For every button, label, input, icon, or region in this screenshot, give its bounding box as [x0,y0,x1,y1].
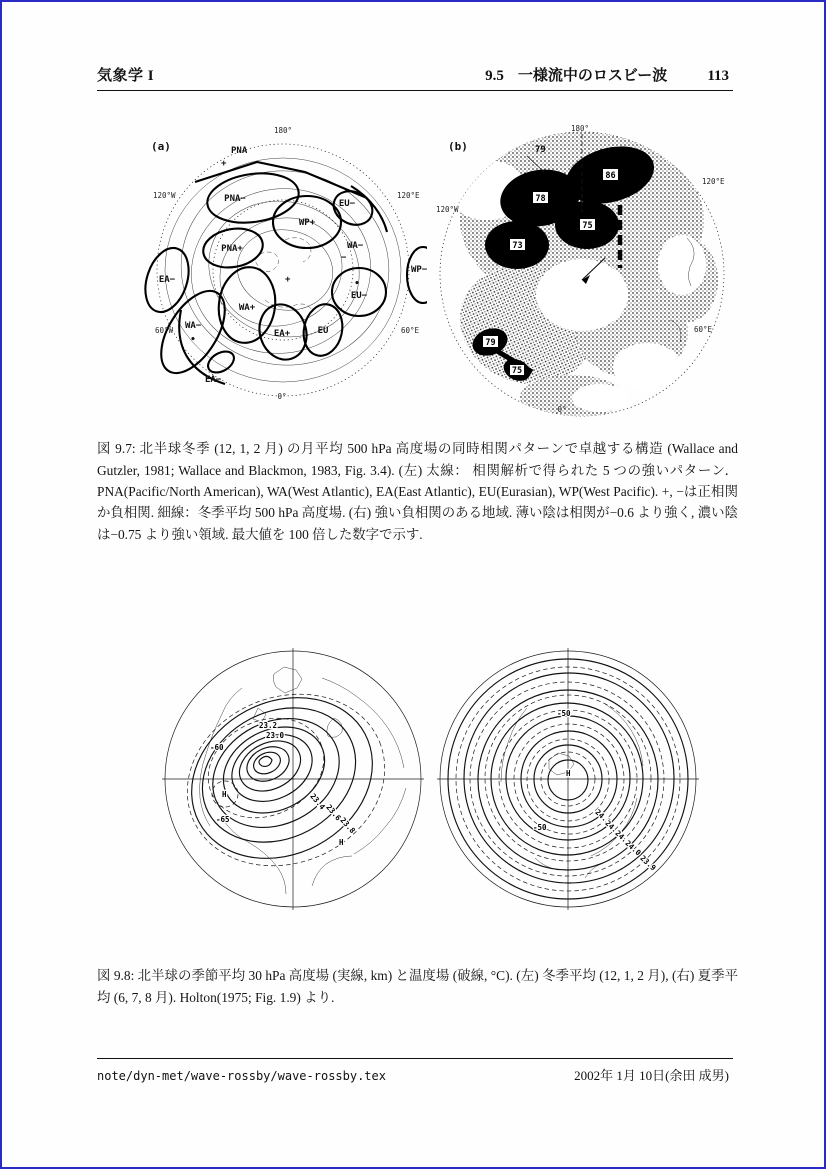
figure-9-8-panel-right [437,648,700,910]
header-section-title: 一様流中のロスビー波 [517,68,668,84]
dot-mark: • [190,335,196,345]
figure-9-7-panel-b [432,120,730,418]
pattern-label: EA− [158,275,176,285]
temperature-contours-dashed [162,665,411,895]
sign-mark: + [285,275,291,285]
footer-rule [97,1058,733,1059]
height-label: 24.1 [613,828,633,848]
winter-30hpa-map [162,648,424,910]
high-mark: H [566,769,571,778]
map-frame [437,648,699,910]
meridian-label: 180° [570,124,590,133]
header-course-title: 気象学 I [97,68,155,84]
meridian-label: 60°E [401,326,420,335]
temperature-label: -60 [210,743,224,752]
high-mark: H [339,838,344,847]
pattern-label: PNA+ [221,244,243,254]
footer-date: 2002年 1月 10日(余田 成男) [574,1068,729,1083]
contour-labels [210,721,357,847]
meridian-label: 120°W [153,191,176,200]
meridian-label: 120°W [436,205,459,214]
coastlines [200,667,406,894]
negative-correlation-map [432,120,730,418]
temperature-label: -50 [557,709,571,718]
dot-mark: • [354,279,360,289]
page-header [97,64,729,85]
meridian-label: 120°E [702,177,725,186]
high-mark: H [222,790,227,799]
footer-file-path: note/dyn-met/wave-rossby/wave-rossby.tex [97,1069,386,1083]
pattern-label: WA+ [238,303,256,313]
pattern-label: WP− [411,265,427,275]
meridian-label: 0° [557,405,567,414]
pattern-label: EU− [350,291,368,301]
max-value: 79 [485,338,496,348]
header-section-number: 9.5 [485,68,504,84]
map-frame [162,648,424,910]
sign-mark: + [221,159,227,169]
pattern-label: EA− [205,375,222,385]
temperature-label: -50 [533,823,547,832]
page-footer [97,1065,729,1084]
height-label: 24.3 [593,807,613,827]
correlation-pattern-map [135,120,427,412]
pattern-label: WA− [347,241,364,251]
meridian-label: 180° [273,126,293,135]
max-value: 75 [582,221,593,231]
figure-9-8-panel-left [162,648,424,910]
header-page-number: 113 [707,68,729,84]
figure-9-8-caption: 図 9.8: 北半球の季節平均 30 hPa 高度場 (実線, km) と温度場 (破線, °C). (左) 冬季平均 (12, 1, 2 月), (右) 夏季平均 (6, 7, 8 月). Holton(1975; Fig. 1.9) より. [97,968,738,1005]
summer-30hpa-map [437,648,700,910]
meridian-label: 60°W [155,326,174,335]
height-label: 23.6 [324,802,343,823]
panel-tag: (b) [448,140,468,153]
max-value: 73 [512,241,523,251]
height-label: 23.2 [259,721,278,730]
header-rule [97,90,733,91]
meridian-label: 0° [277,392,287,401]
height-label: 23.8 [338,815,358,836]
panel-tag: (a) [151,140,171,153]
pattern-label: EU [317,326,329,336]
max-value: 78 [535,194,546,204]
figure-9-7-panel-a [135,120,427,412]
pattern-label: PNA− [224,194,246,204]
meridian-label: 120°E [397,191,420,200]
header-section [485,64,729,85]
pattern-label: EU− [338,199,356,209]
pattern-label: EA+ [273,329,291,339]
pattern-label: PNA [231,146,248,156]
height-label: 23.0 [266,731,285,740]
sign-mark: − [341,253,347,263]
height-label: 24.0 [623,838,643,858]
height-label: 23.9 [638,853,658,873]
pattern-label: WA− [185,321,202,331]
pattern-label: WP+ [298,218,316,228]
height-contours-solid [163,667,400,889]
meridian-label: 60°E [694,325,713,334]
annotation-value: 79 [535,145,546,155]
height-label: 23.4 [308,791,327,812]
max-value: 75 [511,366,523,376]
temperature-label: -65 [216,815,230,824]
max-value: 86 [605,171,616,181]
figure-9-7-caption: 図 9.7: 北半球冬季 (12, 1, 2 月) の月平均 500 hPa 高度場の同時相関パターンで卓越する構造 (Wallace and Gutzler, 1981; Wallace and Blackmon, 1983, Fig. 3.4). (左) 太線： 相関解析で得られた 5 つの強いパターン． PNA(Pacific/North American), WA(West Atlantic), EA(East Atlantic), EU(Eurasian), WP(West Pacific). +, −は正相関か負相関. 細線：冬季平均 500 hPa 高度場. (右) 強い負相関のある地域. 薄い陰は相関が−0.6 より強く, 濃い陰は−0.75 より強い領域. 最大値を 100 倍した数字で示す. [97,441,738,542]
height-label: 24.2 [603,818,623,838]
